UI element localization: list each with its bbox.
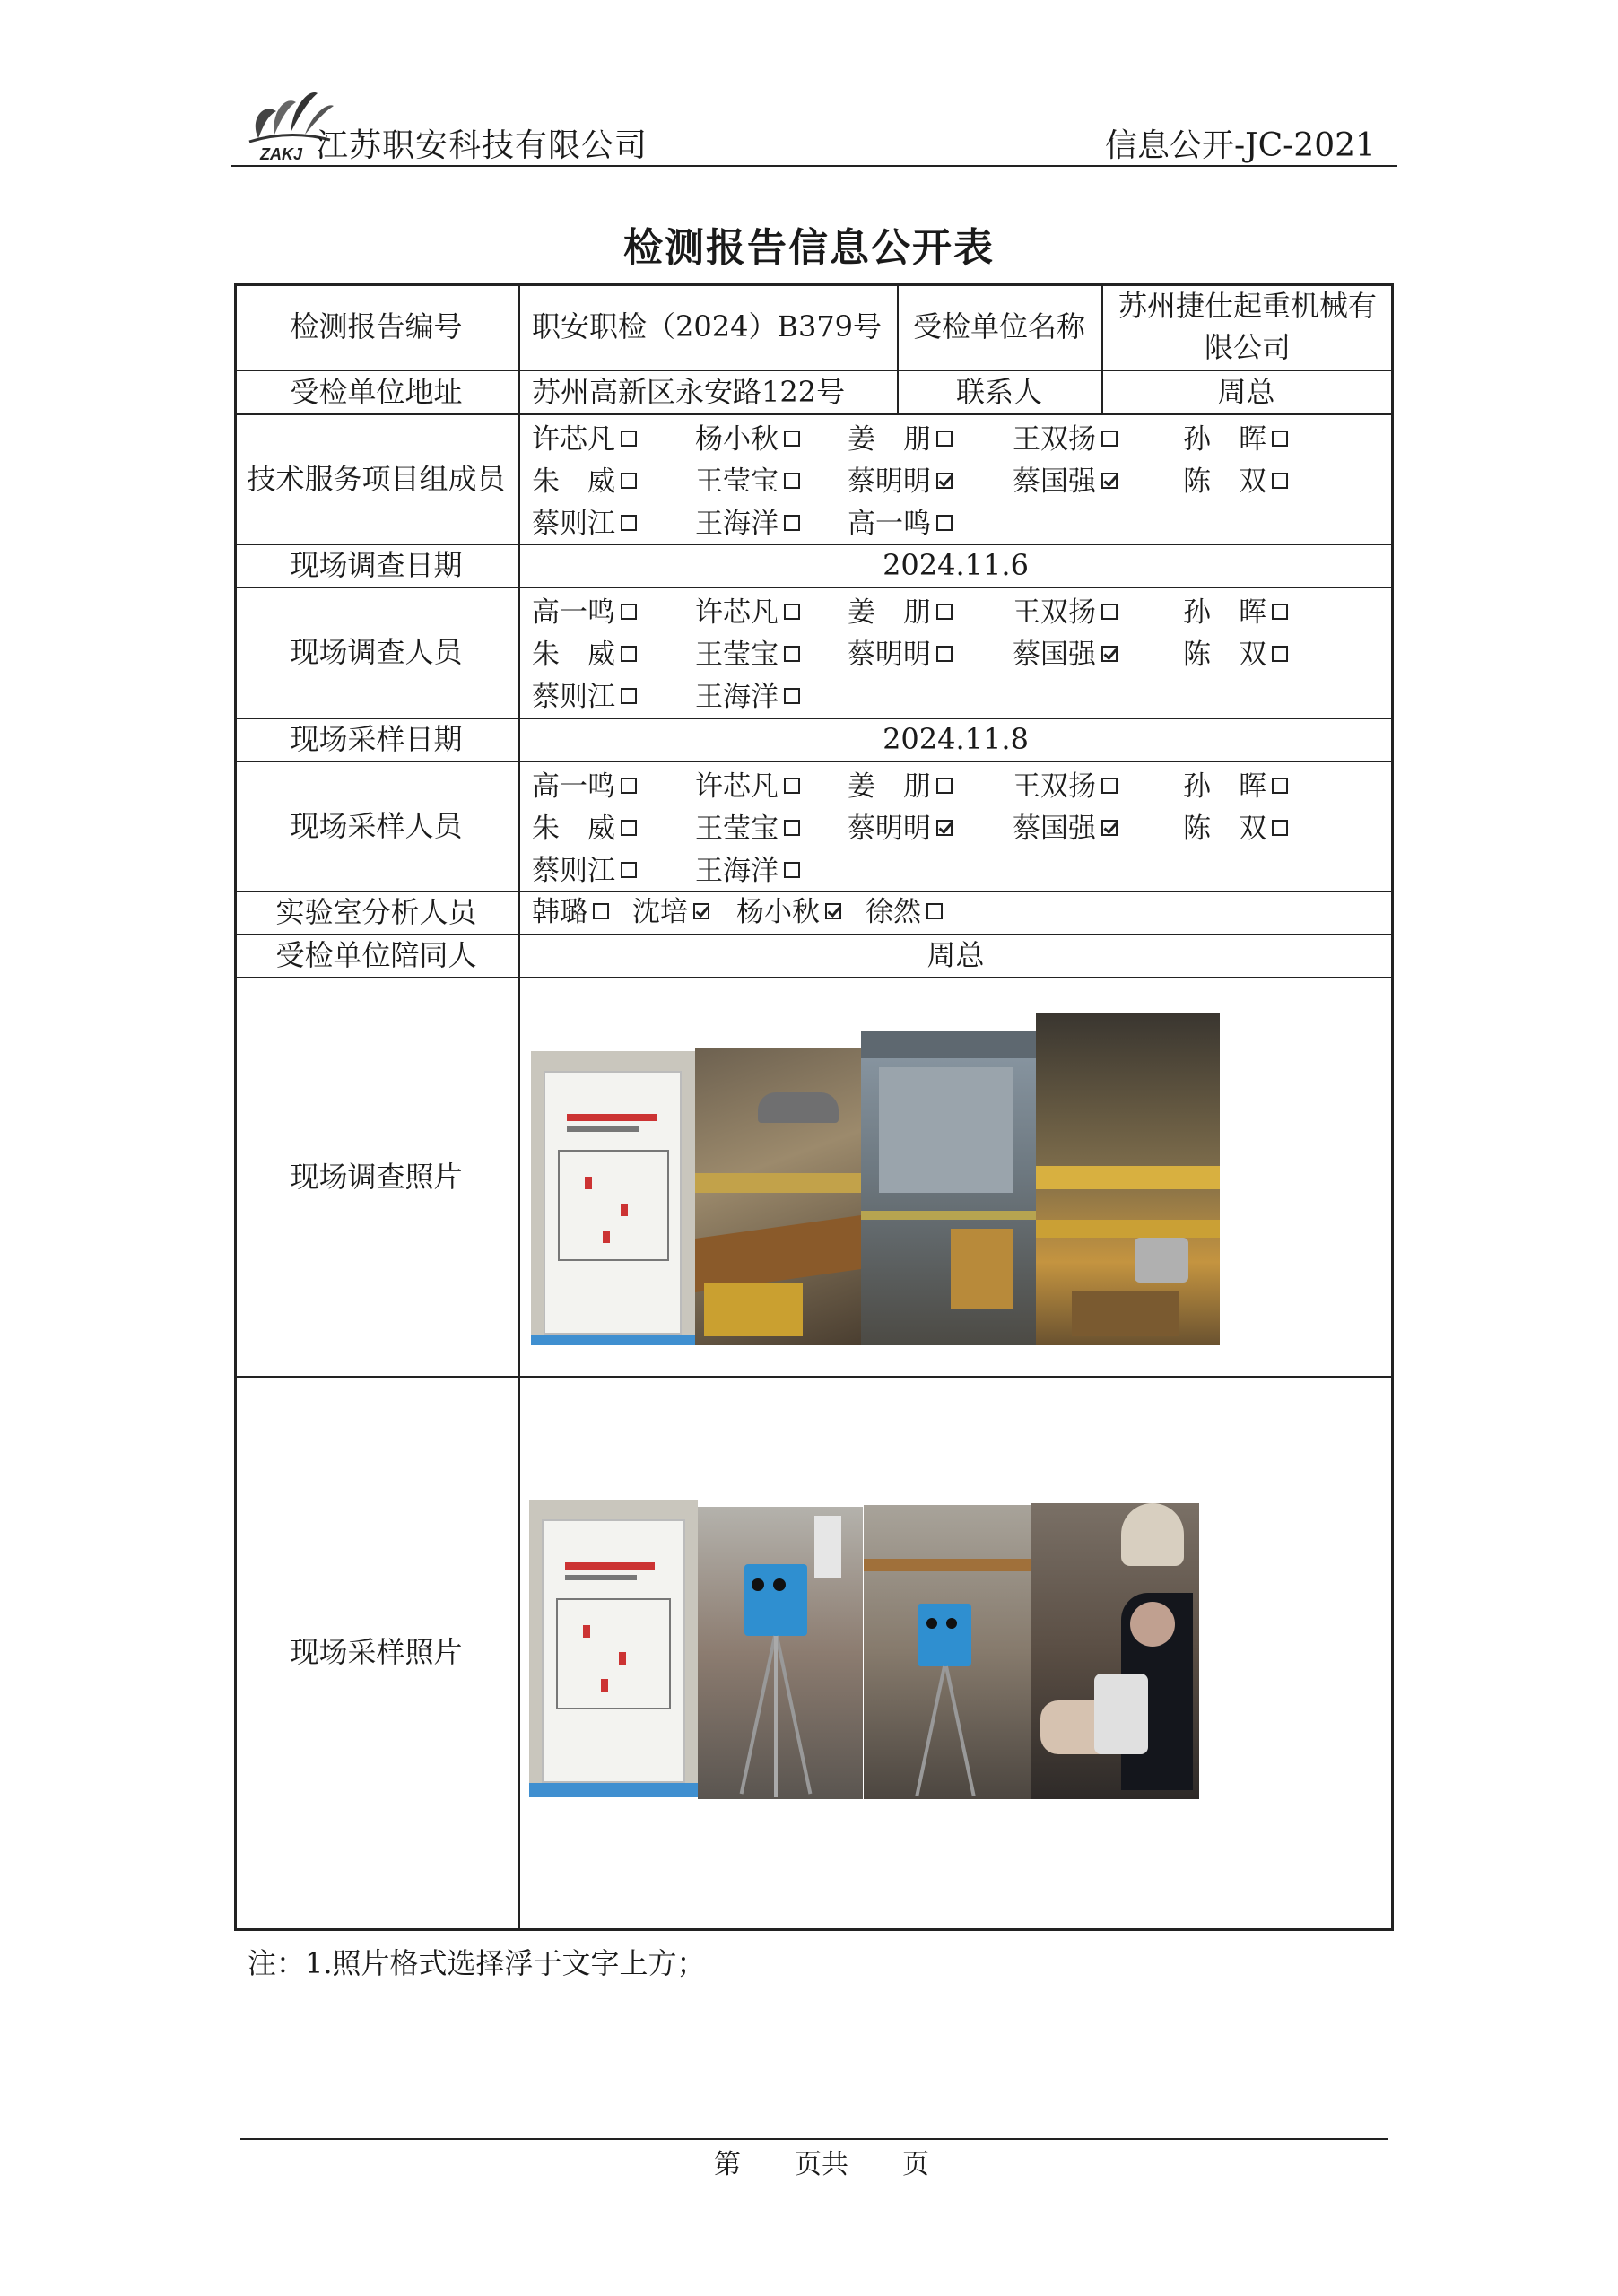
member-entry (1013, 766, 1118, 807)
member-entry (848, 766, 953, 807)
sampling-photos-label: 现场采样照片 (290, 1635, 463, 1669)
lab-staff-entry (532, 891, 609, 934)
member-name: 王海洋 (695, 855, 779, 887)
escort-label: 受检单位陪同人 (275, 938, 477, 972)
unchecked-checkbox[interactable] (621, 862, 637, 878)
member-entry (532, 461, 637, 502)
survey-photo-workshop-1 (695, 1048, 861, 1345)
member-name: 蔡则江 (532, 681, 615, 713)
member-entry (1013, 592, 1118, 633)
checked-checkbox[interactable] (1101, 646, 1118, 662)
member-entry (695, 461, 800, 502)
member-entry (1013, 634, 1118, 675)
survey-photo-notice-board (531, 1051, 695, 1345)
survey-photo-workshop-3 (1036, 1013, 1220, 1345)
member-name: 徐然 (866, 896, 921, 928)
unchecked-checkbox[interactable] (784, 688, 800, 704)
unchecked-checkbox[interactable] (621, 515, 637, 531)
member-name: 蔡明明 (848, 465, 931, 498)
member-name: 王双扬 (1013, 596, 1096, 629)
unchecked-checkbox[interactable] (621, 473, 637, 489)
report-no-value: 职安职检（2024）B379号 (532, 309, 883, 344)
member-name: 蔡明明 (848, 639, 931, 671)
unit-address-value: 苏州高新区永安路122号 (532, 374, 846, 409)
unchecked-checkbox[interactable] (1272, 646, 1288, 662)
unchecked-checkbox[interactable] (936, 515, 953, 531)
member-entry (532, 419, 637, 460)
sampling-date-label: 现场采样日期 (290, 722, 463, 756)
member-entry (848, 503, 953, 544)
member-name: 杨小秋 (736, 896, 820, 928)
member-entry (695, 592, 800, 633)
member-name: 陈 双 (1183, 813, 1266, 845)
unchecked-checkbox[interactable] (1101, 778, 1118, 794)
sampling-photo-instrument-tripod-1 (698, 1507, 863, 1799)
member-name: 许芯凡 (532, 423, 615, 456)
member-entry (848, 592, 953, 633)
unchecked-checkbox[interactable] (621, 820, 637, 836)
unchecked-checkbox[interactable] (926, 903, 943, 919)
unit-name-value: 苏州捷仕起重机械有限公司 (1118, 289, 1377, 364)
member-entry (848, 419, 953, 460)
member-entry (1013, 461, 1118, 502)
unchecked-checkbox[interactable] (1101, 604, 1118, 620)
member-entry (695, 850, 800, 891)
member-entry (532, 808, 637, 849)
checked-checkbox[interactable] (693, 903, 709, 919)
lab-staff (532, 891, 1384, 934)
member-name: 陈 双 (1183, 639, 1266, 671)
unchecked-checkbox[interactable] (1101, 430, 1118, 447)
member-entry (695, 634, 800, 675)
header-divider (231, 165, 1397, 167)
checked-checkbox[interactable] (1101, 820, 1118, 836)
member-name: 孙 晖 (1183, 770, 1266, 803)
unchecked-checkbox[interactable] (621, 646, 637, 662)
member-name: 王海洋 (695, 508, 779, 540)
member-name: 沈培 (632, 896, 688, 928)
contact-value: 周总 (1217, 374, 1275, 409)
lab-staff-entry (632, 891, 709, 934)
member-entry (695, 419, 800, 460)
member-name: 朱 威 (532, 639, 615, 671)
member-entry (532, 634, 637, 675)
sampling-staff-label: 现场采样人员 (290, 808, 463, 843)
unchecked-checkbox[interactable] (784, 430, 800, 447)
unchecked-checkbox[interactable] (936, 778, 953, 794)
table-note: 注：1.照片格式选择浮于文字上方； (248, 1946, 706, 1980)
member-name: 孙 晖 (1183, 423, 1266, 456)
escort-value: 周总 (926, 938, 985, 972)
member-name: 王海洋 (695, 681, 779, 713)
unchecked-checkbox[interactable] (784, 778, 800, 794)
page-title: 检测报告信息公开表 (623, 225, 995, 271)
unchecked-checkbox[interactable] (1272, 604, 1288, 620)
team-label: 技术服务项目组成员 (247, 461, 506, 496)
member-entry (695, 676, 800, 718)
logo-text: ZAKJ (260, 145, 303, 163)
lab-staff-entry (736, 891, 841, 934)
unchecked-checkbox[interactable] (1272, 820, 1288, 836)
unchecked-checkbox[interactable] (784, 473, 800, 489)
member-entry (848, 461, 953, 502)
member-name: 王双扬 (1013, 770, 1096, 803)
member-name: 蔡明明 (848, 813, 931, 845)
unchecked-checkbox[interactable] (784, 646, 800, 662)
member-name: 王莹宝 (695, 465, 779, 498)
member-name: 蔡国强 (1013, 813, 1096, 845)
member-entry (848, 634, 953, 675)
unchecked-checkbox[interactable] (621, 688, 637, 704)
unit-address-label: 受检单位地址 (290, 374, 463, 409)
unchecked-checkbox[interactable] (1272, 778, 1288, 794)
member-entry (1183, 634, 1288, 675)
unchecked-checkbox[interactable] (1272, 430, 1288, 447)
survey-staff-label: 现场调查人员 (290, 635, 463, 669)
member-entry (848, 808, 953, 849)
survey-photo-workshop-2 (861, 1031, 1036, 1345)
member-name: 蔡国强 (1013, 465, 1096, 498)
member-name: 朱 威 (532, 813, 615, 845)
member-entry (1183, 461, 1288, 502)
member-entry (532, 503, 637, 544)
page-number: 第 页共 页 (714, 2149, 929, 2180)
member-name: 高一鸣 (532, 770, 615, 803)
sampling-date-value: 2024.11.8 (883, 722, 1029, 756)
member-name: 许芯凡 (695, 770, 779, 803)
member-entry (532, 850, 637, 891)
footer-divider (240, 2138, 1388, 2140)
unchecked-checkbox[interactable] (784, 862, 800, 878)
survey-photos-label: 现场调查照片 (290, 1159, 463, 1194)
company-name: 江苏职安科技有限公司 (316, 127, 648, 164)
checked-checkbox[interactable] (1101, 473, 1118, 489)
unchecked-checkbox[interactable] (593, 903, 609, 919)
document-code: 信息公开-JC-2021 (1105, 127, 1376, 164)
member-name: 蔡则江 (532, 508, 615, 540)
member-entry (1183, 766, 1288, 807)
member-name: 姜 朋 (848, 770, 931, 803)
member-name: 许芯凡 (695, 596, 779, 629)
unchecked-checkbox[interactable] (621, 604, 637, 620)
report-no-label: 检测报告编号 (290, 309, 463, 344)
member-name: 陈 双 (1183, 465, 1266, 498)
unchecked-checkbox[interactable] (1272, 473, 1288, 489)
unchecked-checkbox[interactable] (784, 515, 800, 531)
member-name: 王莹宝 (695, 639, 779, 671)
unchecked-checkbox[interactable] (784, 604, 800, 620)
unchecked-checkbox[interactable] (936, 646, 953, 662)
member-entry (532, 766, 637, 807)
member-name: 韩璐 (532, 896, 587, 928)
sampling-photo-handheld-meter (1031, 1503, 1199, 1799)
member-entry (1183, 592, 1288, 633)
member-name: 王双扬 (1013, 423, 1096, 456)
checked-checkbox[interactable] (936, 820, 953, 836)
member-entry (1013, 808, 1118, 849)
member-name: 高一鸣 (848, 508, 931, 540)
survey-date-label: 现场调查日期 (290, 548, 463, 582)
lab-staff-entry (866, 891, 943, 934)
member-entry (1013, 419, 1118, 460)
member-entry (1183, 419, 1288, 460)
member-entry (1183, 808, 1288, 849)
member-name: 蔡则江 (532, 855, 615, 887)
unchecked-checkbox[interactable] (621, 430, 637, 447)
member-name: 蔡国强 (1013, 639, 1096, 671)
unit-name-label: 受检单位名称 (912, 309, 1085, 344)
survey-staff (532, 592, 1384, 718)
sampling-staff (532, 766, 1384, 891)
member-entry (695, 808, 800, 849)
unchecked-checkbox[interactable] (936, 604, 953, 620)
sampling-photo-notice-board (529, 1500, 698, 1797)
checked-checkbox[interactable] (825, 903, 841, 919)
member-entry (695, 766, 800, 807)
member-name: 王莹宝 (695, 813, 779, 845)
sampling-photo-instrument-tripod-2 (864, 1505, 1031, 1799)
member-name: 姜 朋 (848, 423, 931, 456)
member-entry (532, 592, 637, 633)
member-entry (532, 676, 637, 718)
survey-date-value: 2024.11.6 (883, 548, 1029, 582)
unchecked-checkbox[interactable] (784, 820, 800, 836)
member-name: 杨小秋 (695, 423, 779, 456)
contact-label: 联系人 (955, 374, 1042, 409)
member-name: 高一鸣 (532, 596, 615, 629)
member-name: 孙 晖 (1183, 596, 1266, 629)
team-members (532, 419, 1384, 544)
member-name: 朱 威 (532, 465, 615, 498)
checked-checkbox[interactable] (936, 473, 953, 489)
lab-staff-label: 实验室分析人员 (275, 895, 477, 929)
member-entry (695, 503, 800, 544)
unchecked-checkbox[interactable] (936, 430, 953, 447)
member-name: 姜 朋 (848, 596, 931, 629)
unchecked-checkbox[interactable] (621, 778, 637, 794)
